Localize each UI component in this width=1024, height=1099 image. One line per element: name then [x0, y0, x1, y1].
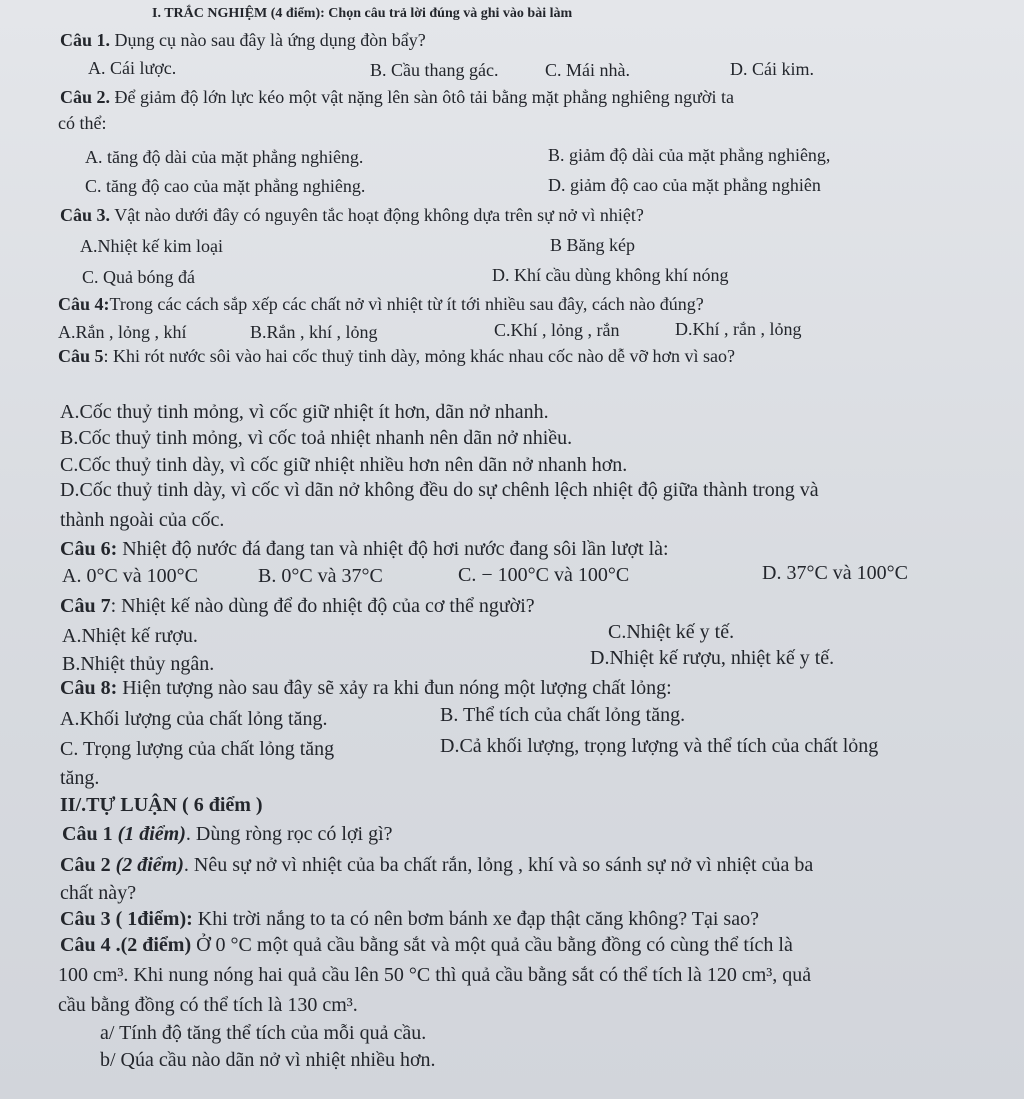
question-label: Câu 2.: [60, 87, 111, 107]
question-points: (2 điểm): [115, 854, 184, 876]
question-5: [58, 344, 735, 368]
option-c: C. Quả bóng đá: [82, 267, 195, 287]
option-b: B. Cầu thang gác.: [370, 60, 499, 80]
option-c: C. Trọng lượng của chất lỏng tăng: [60, 738, 335, 760]
question-text: : Khi rót nước sôi vào hai cốc thuỷ tinh dày, mỏng khác nhau cốc nào dễ vỡ hơn vì sao?: [103, 346, 736, 366]
question-label: Câu 1.: [60, 30, 111, 50]
question-label: Câu 8:: [60, 677, 118, 699]
option-a: A.Nhiệt kế rượu.: [62, 625, 198, 647]
essay-question-3: [60, 907, 759, 931]
question-label: Câu 2: [60, 854, 116, 876]
question-text-cont: chất này?: [60, 882, 137, 904]
option-b: B.Nhiệt thủy ngân.: [62, 653, 215, 675]
option-d: D. giảm độ cao của mặt phẳng nghiên: [548, 175, 821, 195]
option-a: A. 0°C và 100°C: [62, 565, 198, 587]
option-c: C.Nhiệt kế y tế.: [608, 621, 735, 643]
option-a: A.Khối lượng của chất lỏng tăng.: [60, 708, 328, 730]
sub-question-a: a/ Tính độ tăng thể tích của mỗi quả cầu.: [100, 1022, 427, 1044]
question-1: [60, 28, 426, 52]
option-a: A.Nhiệt kế kim loại: [80, 236, 223, 256]
question-label: Câu 4:: [58, 294, 110, 314]
question-label: Câu 5: [58, 346, 104, 366]
question-text: Dụng cụ nào sau đây là ứng dụng đòn bẩy?: [110, 30, 426, 50]
essay-section-title: II/.TỰ LUẬN ( 6 điểm ): [60, 794, 263, 816]
option-b: B. 0°C và 37°C: [258, 565, 383, 587]
question-text: : Nhiệt kế nào dùng để đo nhiệt độ của cơ thể người?: [110, 595, 535, 617]
option-a: A.Cốc thuỷ tinh mỏng, vì cốc giữ nhiệt ít hơn, dãn nở nhanh.: [60, 401, 549, 423]
question-8: [60, 676, 672, 700]
question-6: [60, 537, 669, 561]
option-d: D. Cái kim.: [730, 59, 814, 79]
option-b: B. Thể tích của chất lỏng tăng.: [440, 704, 686, 726]
option-d: D.Nhiệt kế rượu, nhiệt kế y tế.: [590, 647, 835, 669]
option-a: A. tăng độ dài của mặt phẳng nghiêng.: [85, 147, 364, 167]
option-c: C.Cốc thuỷ tinh dày, vì cốc giữ nhiệt nhiều hơn nên dãn nở nhanh hơn.: [60, 454, 628, 476]
question-text: Để giảm độ lớn lực kéo một vật nặng lên sàn ôtô tải bằng mặt phẳng nghiêng người ta: [110, 87, 734, 107]
option-a: A.Rắn , lỏng , khí: [58, 322, 187, 342]
option-b: B. giảm độ dài của mặt phẳng nghiêng,: [548, 145, 831, 165]
question-text: Ở 0 °C một quả cầu bằng sắt và một quả cầu bằng đồng có cùng thể tích là: [191, 934, 793, 956]
option-d: D. 37°C và 100°C: [762, 562, 908, 584]
option-d: D.Khí , rắn , lỏng: [675, 319, 802, 339]
option-d: D.Cốc thuỷ tinh dày, vì cốc vì dãn nở không đều do sự chênh lệch nhiệt độ giữa thành trong và: [60, 479, 819, 501]
option-c: C. tăng độ cao của mặt phẳng nghiêng.: [85, 176, 366, 196]
question-text: Khi trời nắng to ta có nên bơm bánh xe đạp thật căng không? Tại sao?: [192, 908, 759, 930]
option-d-cont: thành ngoài của cốc.: [60, 509, 225, 531]
essay-question-2: [60, 853, 813, 877]
question-text: Trong các cách sắp xếp các chất nở vì nhiệt từ ít tới nhiều sau đây, cách nào đúng?: [109, 294, 704, 314]
question-label: Câu 4 .(2 điểm): [60, 934, 192, 956]
question-label: Câu 3.: [60, 205, 111, 225]
essay-question-1: [62, 822, 393, 846]
question-text: Hiện tượng nào sau đây sẽ xảy ra khi đun nóng một lượng chất lỏng:: [117, 677, 672, 699]
option-b: B.Rắn , khí , lỏng: [250, 322, 378, 342]
option-d: D.Cả khối lượng, trọng lượng và thể tích của chất lỏng: [440, 735, 879, 757]
sub-question-b: b/ Qúa cầu nào dãn nở vì nhiệt nhiều hơn.: [100, 1049, 436, 1071]
option-d-cont: tăng.: [60, 767, 100, 789]
question-text: Vật nào dưới đây có nguyên tắc hoạt động không dựa trên sự nở vì nhiệt?: [110, 205, 644, 225]
question-text: . Dùng ròng rọc có lợi gì?: [185, 823, 393, 845]
question-text-cont: có thể:: [58, 113, 107, 133]
question-4: [58, 292, 704, 316]
section-header: I. TRẮC NGHIỆM (4 điểm): Chọn câu trả lời đúng và ghi vào bài làm: [152, 6, 573, 21]
option-b: B Băng kép: [550, 235, 635, 255]
question-label: Câu 3 ( 1điểm):: [60, 908, 193, 930]
question-label: Câu 1: [62, 823, 118, 845]
question-label: Câu 7: [60, 595, 111, 617]
option-a: A. Cái lược.: [88, 58, 177, 78]
question-text-cont: 100 cm³. Khi nung nóng hai quả cầu lên 50 °C thì quả cầu bằng sắt có thể tích là 120 cm³, quả: [58, 964, 812, 986]
option-c: C.Khí , lỏng , rắn: [494, 320, 620, 340]
option-d: D. Khí cầu dùng không khí nóng: [492, 265, 729, 285]
question-text: Nhiệt độ nước đá đang tan và nhiệt độ hơi nước đang sôi lần lượt là:: [117, 538, 669, 560]
option-b: B.Cốc thuỷ tinh mỏng, vì cốc toả nhiệt nhanh nên dãn nở nhiều.: [60, 427, 573, 449]
question-2: [60, 85, 734, 109]
question-text-cont: cầu bằng đồng có thể tích là 130 cm³.: [58, 994, 358, 1016]
question-label: Câu 6:: [60, 538, 118, 560]
question-points: (1 điểm): [117, 823, 186, 845]
essay-question-4: [60, 933, 793, 957]
option-c: C. Mái nhà.: [545, 60, 630, 80]
question-text: . Nêu sự nở vì nhiệt của ba chất rắn, lỏng , khí và so sánh sự nở vì nhiệt của ba: [183, 854, 814, 876]
question-7: [60, 594, 535, 618]
question-3: [60, 203, 644, 227]
option-c: C. − 100°C và 100°C: [458, 564, 630, 586]
